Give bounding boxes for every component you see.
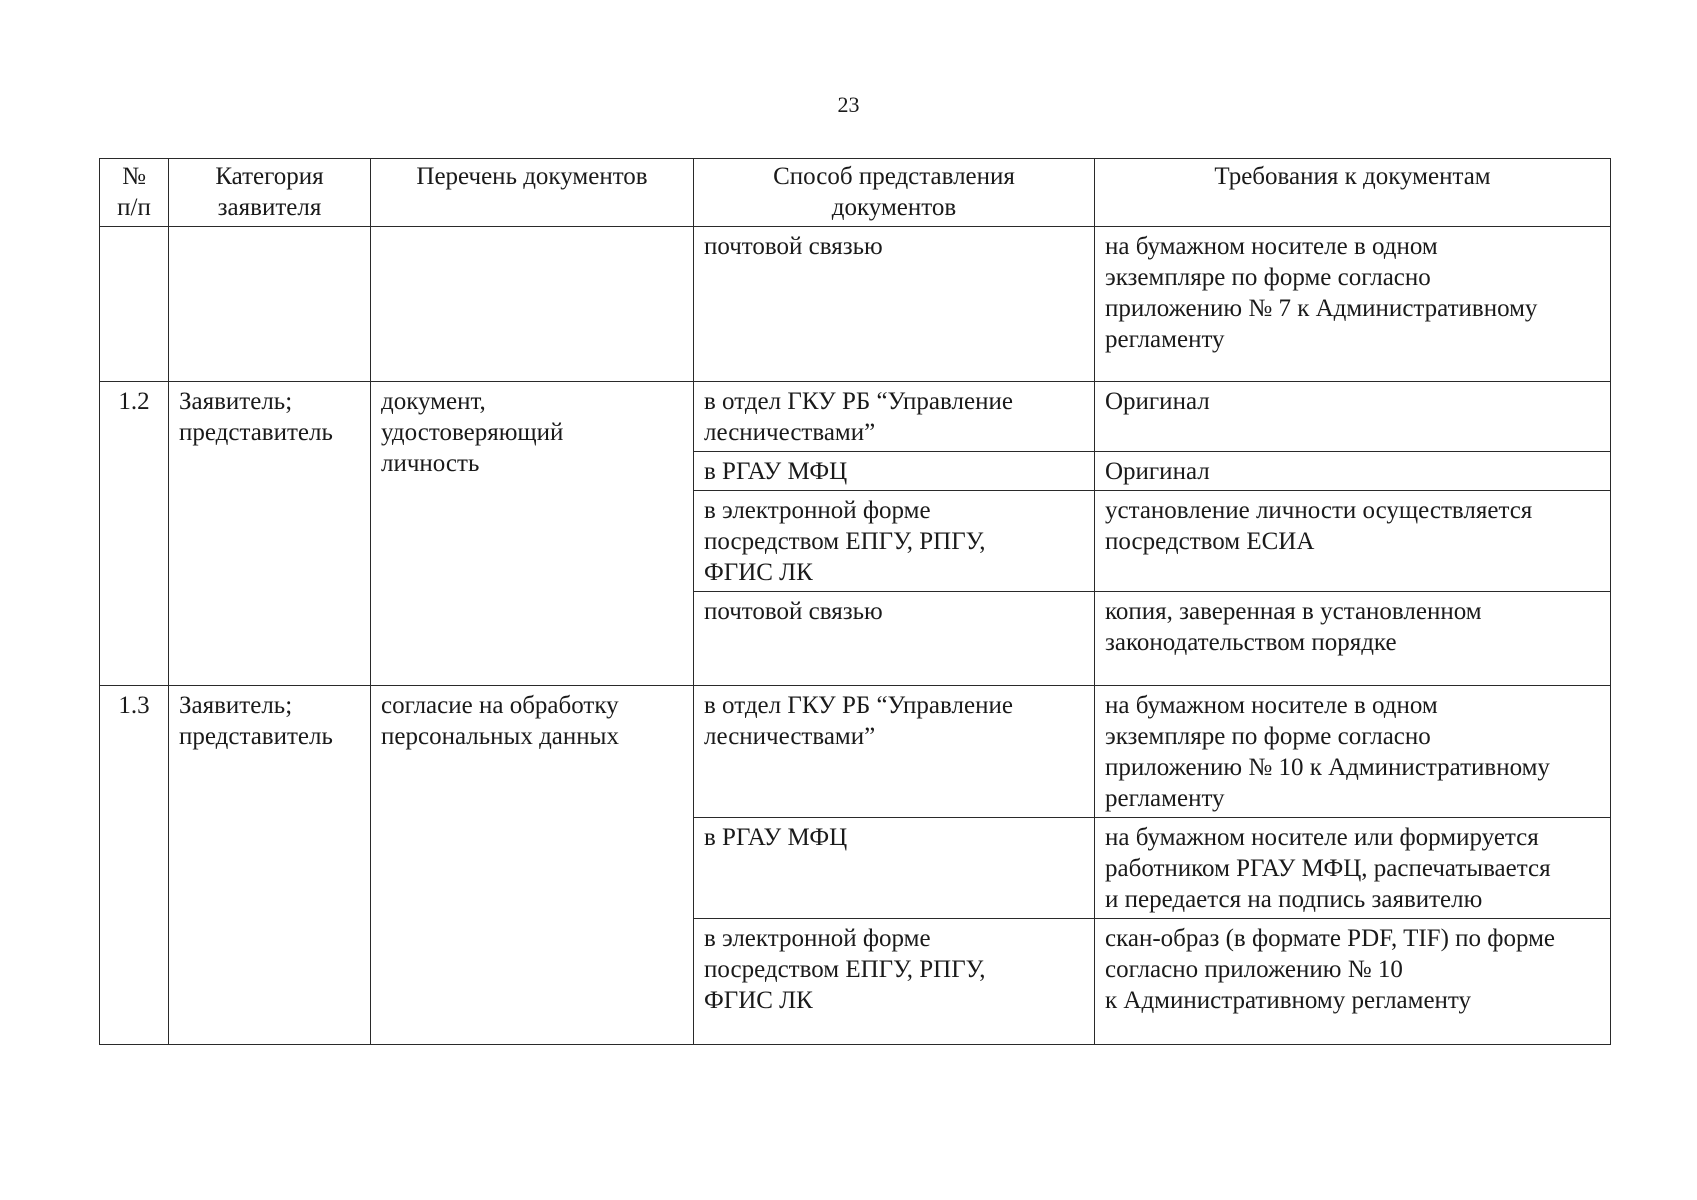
cell-num	[100, 227, 169, 382]
cell-requirement: установление личности осуществляется посредством ЕСИА	[1095, 491, 1611, 592]
cell-category: Заявитель; представитель	[169, 382, 371, 686]
cell-document: согласие на обработку персональных данных	[371, 686, 694, 1045]
header-requirements: Требования к документам	[1095, 159, 1611, 227]
cell-method: почтовой связью	[694, 592, 1095, 686]
cell-requirement: копия, заверенная в установленном законодательством порядке	[1095, 592, 1611, 686]
table-header-row	[100, 159, 1611, 227]
header-method: Способ представления документов	[694, 159, 1095, 227]
cell-requirement: скан-образ (в формате PDF, TIF) по форме согласно приложению № 10 к Административному регламенту	[1095, 919, 1611, 1045]
header-documents: Перечень документов	[371, 159, 694, 227]
cell-document	[371, 227, 694, 382]
page-number: 23	[837, 92, 860, 117]
table-row	[100, 382, 1611, 452]
cell-method: в отдел ГКУ РБ “Управление лесничествами”	[694, 686, 1095, 818]
cell-method: в электронной форме посредством ЕПГУ, РПГУ, ФГИС ЛК	[694, 491, 1095, 592]
cell-method: в отдел ГКУ РБ “Управление лесничествами”	[694, 382, 1095, 452]
cell-method: почтовой связью	[694, 227, 1095, 382]
cell-num: 1.2	[100, 382, 169, 686]
cell-category: Заявитель; представитель	[169, 686, 371, 1045]
cell-method: в РГАУ МФЦ	[694, 452, 1095, 491]
cell-method: в РГАУ МФЦ	[694, 818, 1095, 919]
cell-method: в электронной форме посредством ЕПГУ, РПГУ, ФГИС ЛК	[694, 919, 1095, 1045]
cell-requirement: Оригинал	[1095, 452, 1611, 491]
cell-requirement: на бумажном носителе в одном экземпляре по форме согласно приложению № 7 к Административному регламенту	[1095, 227, 1611, 382]
cell-requirement: Оригинал	[1095, 382, 1611, 452]
documents-table	[99, 158, 1611, 1045]
cell-requirement: на бумажном носителе или формируется работником РГАУ МФЦ, распечатывается и передается на подпись заявителю	[1095, 818, 1611, 919]
table-row	[100, 686, 1611, 818]
table-row-continuation	[100, 227, 1611, 382]
cell-category	[169, 227, 371, 382]
header-num: № п/п	[100, 159, 169, 227]
cell-num: 1.3	[100, 686, 169, 1045]
cell-requirement: на бумажном носителе в одном экземпляре по форме согласно приложению № 10 к Административному регламенту	[1095, 686, 1611, 818]
header-category: Категория заявителя	[169, 159, 371, 227]
cell-document: документ, удостоверяющий личность	[371, 382, 694, 686]
